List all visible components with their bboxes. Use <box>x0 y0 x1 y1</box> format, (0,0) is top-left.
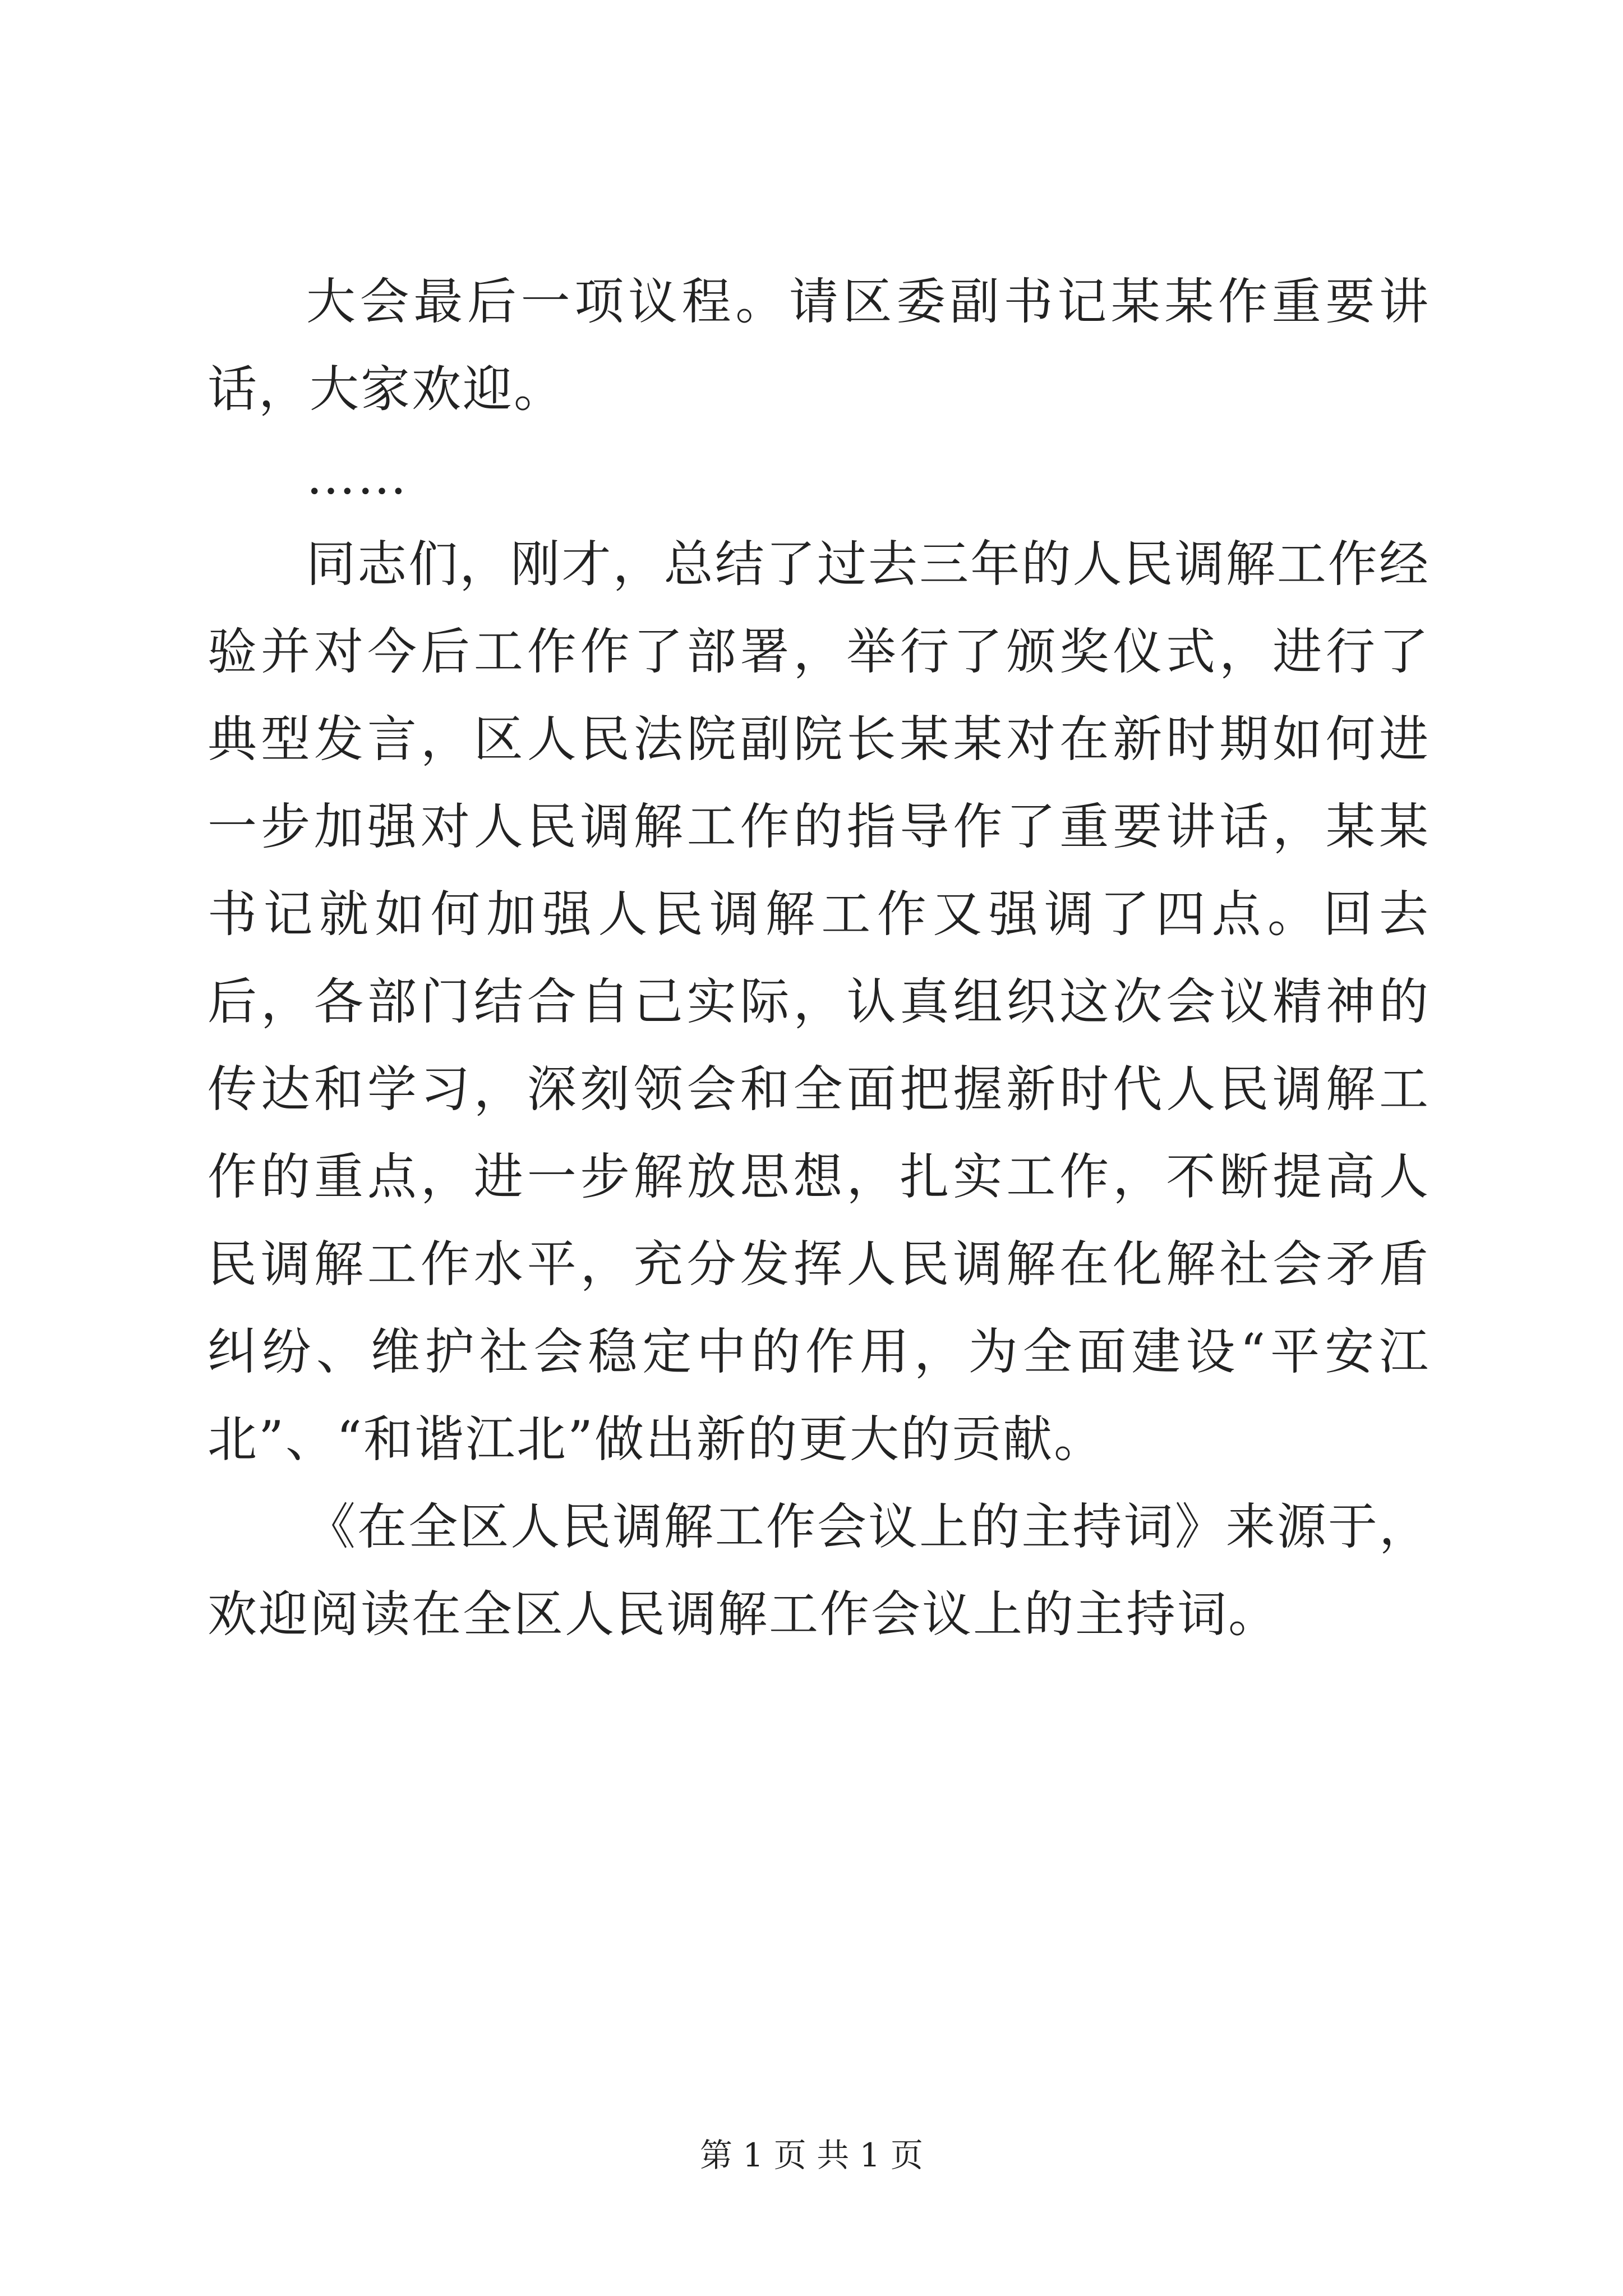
page-number-footer: 第 1 页 共 1 页 <box>700 2136 923 2174</box>
document-body <box>208 258 1430 1658</box>
paragraph-source-note: 《在全区人民调解工作会议上的主持词》来源于，欢迎阅读在全区人民调解工作会议上的主持词。 <box>208 1498 1430 1643</box>
paragraph-summary: 同志们，刚才，总结了过去三年的人民调解工作经验并对今后工作作了部署，举行了颁奖仪式，进行了典型发言，区人民法院副院长某某对在新时期如何进一步加强对人民调解工作的指导作了重要讲话，某某书记就如何加强人民调解工作又强调了四点。回去后，各部门结合自己实际，认真组织这次会议精神的传达和学习，深刻领会和全面把握新时代人民调解工作的重点，进一步解放思想，扎实工作，不断提高人民调解工作水平，充分发挥人民调解在化解社会矛盾纠纷、维护社会稳定中的作用，为全面建设“平安江北”、“和谐江北”做出新的更大的贡献。 <box>208 535 1430 1468</box>
paragraph-ellipsis: …… <box>306 448 408 505</box>
paragraph-closing-agenda: 大会最后一项议程。请区委副书记某某作重要讲话，大家欢迎。 <box>208 273 1430 418</box>
